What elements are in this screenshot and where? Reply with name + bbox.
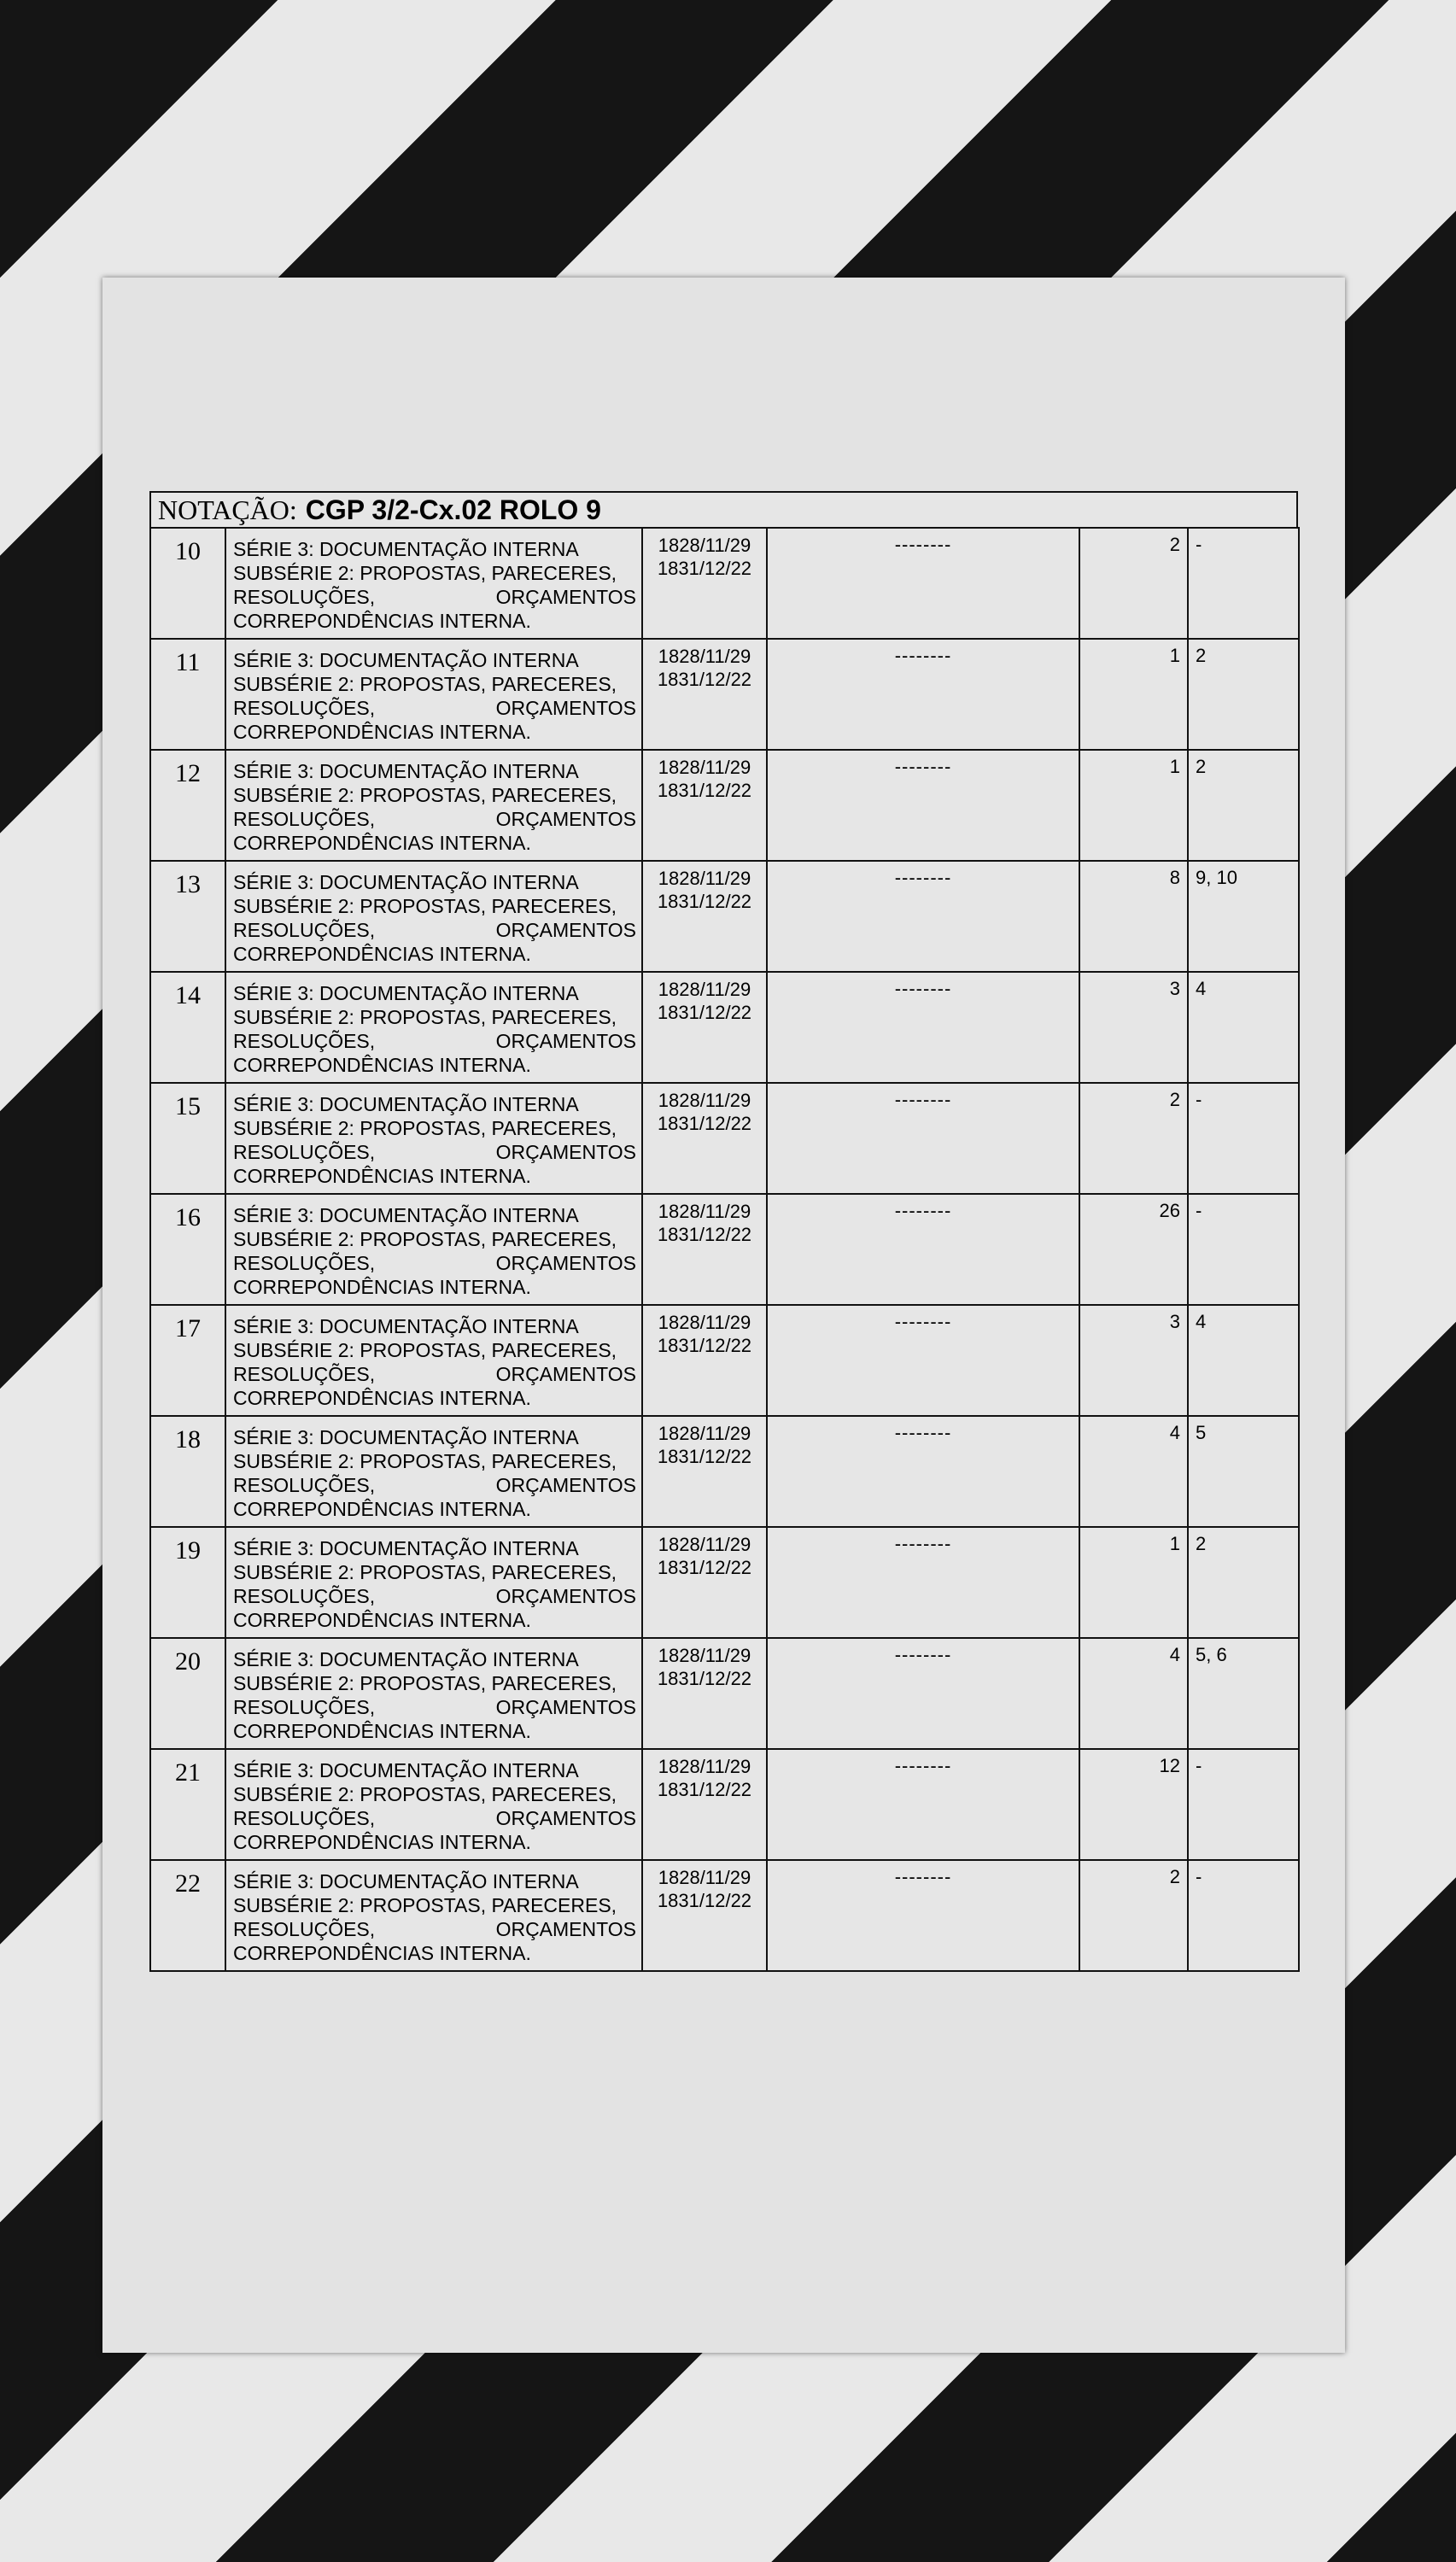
serie-text: SÉRIE 3: DOCUMENTAÇÃO INTERNA <box>233 1648 579 1670</box>
date-end: 1831/12/22 <box>657 1668 752 1689</box>
resolucoes-text: RESOLUÇÕES, <box>233 919 376 941</box>
date-range <box>642 1416 767 1527</box>
serie-text: SÉRIE 3: DOCUMENTAÇÃO INTERNA <box>233 1315 579 1337</box>
correspondencias-text: CORREPONDÊNCIAS INTERNA. <box>233 1387 531 1409</box>
item-count: 8 <box>1079 861 1188 972</box>
date-range <box>642 1860 767 1971</box>
orcamentos-text: ORÇAMENTOS <box>495 1807 636 1829</box>
item-description <box>225 528 642 639</box>
serie-text: SÉRIE 3: DOCUMENTAÇÃO INTERNA <box>233 1204 579 1226</box>
item-number: 16 <box>150 1194 225 1305</box>
correspondencias-text: CORREPONDÊNCIAS INTERNA. <box>233 832 531 854</box>
serie-text: SÉRIE 3: DOCUMENTAÇÃO INTERNA <box>233 1759 579 1781</box>
subserie-text: SUBSÉRIE 2: PROPOSTAS, PARECERES, <box>233 1006 617 1028</box>
date-end: 1831/12/22 <box>657 1335 752 1356</box>
date-start: 1828/11/29 <box>658 535 751 556</box>
orcamentos-text: ORÇAMENTOS <box>495 1696 636 1718</box>
correspondencias-text: CORREPONDÊNCIAS INTERNA. <box>233 1165 531 1187</box>
correspondencias-text: CORREPONDÊNCIAS INTERNA. <box>233 1720 531 1742</box>
date-range <box>642 1527 767 1638</box>
item-number: 19 <box>150 1527 225 1638</box>
date-end: 1831/12/22 <box>657 1002 752 1023</box>
subserie-text: SUBSÉRIE 2: PROPOSTAS, PARECERES, <box>233 1339 617 1361</box>
record-table-wrapper <box>149 491 1298 1972</box>
resolucoes-orcamentos-line <box>233 807 636 831</box>
orcamentos-text: ORÇAMENTOS <box>495 1585 636 1607</box>
serie-text: SÉRIE 3: DOCUMENTAÇÃO INTERNA <box>233 1093 579 1115</box>
item-reference: - <box>1188 1194 1299 1305</box>
date-range <box>642 528 767 639</box>
item-description <box>225 972 642 1083</box>
dash-placeholder: -------- <box>767 639 1079 750</box>
subserie-text: SUBSÉRIE 2: PROPOSTAS, PARECERES, <box>233 784 617 806</box>
date-end: 1831/12/22 <box>657 1113 752 1134</box>
serie-text: SÉRIE 3: DOCUMENTAÇÃO INTERNA <box>233 982 579 1004</box>
table-row <box>150 861 1299 972</box>
table-row <box>150 1527 1299 1638</box>
correspondencias-text: CORREPONDÊNCIAS INTERNA. <box>233 1942 531 1964</box>
subserie-text: SUBSÉRIE 2: PROPOSTAS, PARECERES, <box>233 895 617 917</box>
subserie-text: SUBSÉRIE 2: PROPOSTAS, PARECERES, <box>233 1450 617 1472</box>
table-row <box>150 1083 1299 1194</box>
date-end: 1831/12/22 <box>657 1557 752 1578</box>
item-number: 10 <box>150 528 225 639</box>
resolucoes-orcamentos-line <box>233 1029 636 1053</box>
item-number: 14 <box>150 972 225 1083</box>
date-start: 1828/11/29 <box>658 1867 751 1888</box>
table-row <box>150 1638 1299 1749</box>
date-start: 1828/11/29 <box>658 1090 751 1111</box>
item-reference: 5 <box>1188 1416 1299 1527</box>
item-number: 22 <box>150 1860 225 1971</box>
date-end: 1831/12/22 <box>657 669 752 690</box>
resolucoes-orcamentos-line <box>233 1806 636 1830</box>
item-description <box>225 1638 642 1749</box>
item-description <box>225 861 642 972</box>
resolucoes-text: RESOLUÇÕES, <box>233 1252 376 1274</box>
table-row <box>150 1416 1299 1527</box>
document-page <box>102 278 1345 2353</box>
date-end: 1831/12/22 <box>657 558 752 579</box>
subserie-text: SUBSÉRIE 2: PROPOSTAS, PARECERES, <box>233 1561 617 1583</box>
orcamentos-text: ORÇAMENTOS <box>495 1363 636 1385</box>
dash-placeholder: -------- <box>767 861 1079 972</box>
date-range <box>642 1083 767 1194</box>
item-reference: 2 <box>1188 750 1299 861</box>
item-reference: 4 <box>1188 972 1299 1083</box>
date-start: 1828/11/29 <box>658 757 751 778</box>
item-reference: - <box>1188 1749 1299 1860</box>
table-row <box>150 1194 1299 1305</box>
item-count: 4 <box>1079 1638 1188 1749</box>
dash-placeholder: -------- <box>767 1749 1079 1860</box>
resolucoes-text: RESOLUÇÕES, <box>233 697 376 719</box>
records-table-body <box>150 528 1299 1971</box>
subserie-text: SUBSÉRIE 2: PROPOSTAS, PARECERES, <box>233 562 617 584</box>
date-start: 1828/11/29 <box>658 979 751 1000</box>
date-range <box>642 750 767 861</box>
table-row <box>150 750 1299 861</box>
table-row <box>150 1749 1299 1860</box>
resolucoes-text: RESOLUÇÕES, <box>233 1807 376 1829</box>
date-range <box>642 1638 767 1749</box>
correspondencias-text: CORREPONDÊNCIAS INTERNA. <box>233 1498 531 1520</box>
serie-text: SÉRIE 3: DOCUMENTAÇÃO INTERNA <box>233 1426 579 1448</box>
resolucoes-text: RESOLUÇÕES, <box>233 1696 376 1718</box>
dash-placeholder: -------- <box>767 750 1079 861</box>
resolucoes-text: RESOLUÇÕES, <box>233 1141 376 1163</box>
resolucoes-orcamentos-line <box>233 1584 636 1608</box>
date-range <box>642 861 767 972</box>
table-row <box>150 639 1299 750</box>
item-number: 11 <box>150 639 225 750</box>
item-reference: 4 <box>1188 1305 1299 1416</box>
resolucoes-text: RESOLUÇÕES, <box>233 1585 376 1607</box>
item-description <box>225 750 642 861</box>
item-number: 13 <box>150 861 225 972</box>
correspondencias-text: CORREPONDÊNCIAS INTERNA. <box>233 1831 531 1853</box>
item-number: 21 <box>150 1749 225 1860</box>
resolucoes-orcamentos-line <box>233 696 636 720</box>
orcamentos-text: ORÇAMENTOS <box>495 919 636 941</box>
date-range <box>642 1749 767 1860</box>
resolucoes-orcamentos-line <box>233 1140 636 1164</box>
date-end: 1831/12/22 <box>657 1779 752 1800</box>
dash-placeholder: -------- <box>767 1194 1079 1305</box>
notation-value: CGP 3/2-Cx.02 ROLO 9 <box>305 494 601 525</box>
item-reference: - <box>1188 528 1299 639</box>
item-reference: 2 <box>1188 639 1299 750</box>
date-start: 1828/11/29 <box>658 1201 751 1222</box>
orcamentos-text: ORÇAMENTOS <box>495 1474 636 1496</box>
records-table <box>149 527 1300 1972</box>
dash-placeholder: -------- <box>767 1083 1079 1194</box>
item-number: 15 <box>150 1083 225 1194</box>
serie-text: SÉRIE 3: DOCUMENTAÇÃO INTERNA <box>233 760 579 782</box>
serie-text: SÉRIE 3: DOCUMENTAÇÃO INTERNA <box>233 1537 579 1559</box>
item-reference: - <box>1188 1860 1299 1971</box>
resolucoes-text: RESOLUÇÕES, <box>233 1363 376 1385</box>
orcamentos-text: ORÇAMENTOS <box>495 697 636 719</box>
item-number: 12 <box>150 750 225 861</box>
item-description <box>225 1194 642 1305</box>
item-count: 2 <box>1079 1860 1188 1971</box>
subserie-text: SUBSÉRIE 2: PROPOSTAS, PARECERES, <box>233 1117 617 1139</box>
resolucoes-text: RESOLUÇÕES, <box>233 1474 376 1496</box>
item-count: 1 <box>1079 750 1188 861</box>
item-reference: 5, 6 <box>1188 1638 1299 1749</box>
serie-text: SÉRIE 3: DOCUMENTAÇÃO INTERNA <box>233 1870 579 1892</box>
item-count: 12 <box>1079 1749 1188 1860</box>
date-end: 1831/12/22 <box>657 891 752 912</box>
serie-text: SÉRIE 3: DOCUMENTAÇÃO INTERNA <box>233 538 579 560</box>
item-count: 1 <box>1079 1527 1188 1638</box>
date-start: 1828/11/29 <box>658 646 751 667</box>
date-start: 1828/11/29 <box>658 1423 751 1444</box>
item-description <box>225 1083 642 1194</box>
resolucoes-orcamentos-line <box>233 1695 636 1719</box>
dash-placeholder: -------- <box>767 1638 1079 1749</box>
resolucoes-orcamentos-line <box>233 1473 636 1497</box>
date-start: 1828/11/29 <box>658 868 751 889</box>
date-end: 1831/12/22 <box>657 1446 752 1467</box>
resolucoes-orcamentos-line <box>233 1251 636 1275</box>
item-number: 20 <box>150 1638 225 1749</box>
resolucoes-text: RESOLUÇÕES, <box>233 808 376 830</box>
date-start: 1828/11/29 <box>658 1756 751 1777</box>
orcamentos-text: ORÇAMENTOS <box>495 1141 636 1163</box>
item-number: 18 <box>150 1416 225 1527</box>
date-end: 1831/12/22 <box>657 780 752 801</box>
dash-placeholder: -------- <box>767 1527 1079 1638</box>
resolucoes-text: RESOLUÇÕES, <box>233 1030 376 1052</box>
notation-label: NOTAÇÃO: <box>158 494 297 525</box>
serie-text: SÉRIE 3: DOCUMENTAÇÃO INTERNA <box>233 871 579 893</box>
item-count: 3 <box>1079 972 1188 1083</box>
table-row <box>150 1305 1299 1416</box>
dash-placeholder: -------- <box>767 1416 1079 1527</box>
resolucoes-text: RESOLUÇÕES, <box>233 586 376 608</box>
resolucoes-orcamentos-line <box>233 1362 636 1386</box>
correspondencias-text: CORREPONDÊNCIAS INTERNA. <box>233 610 531 632</box>
notation-header <box>149 491 1298 527</box>
item-description <box>225 1416 642 1527</box>
subserie-text: SUBSÉRIE 2: PROPOSTAS, PARECERES, <box>233 673 617 695</box>
dash-placeholder: -------- <box>767 528 1079 639</box>
date-end: 1831/12/22 <box>657 1890 752 1911</box>
correspondencias-text: CORREPONDÊNCIAS INTERNA. <box>233 721 531 743</box>
item-count: 2 <box>1079 528 1188 639</box>
subserie-text: SUBSÉRIE 2: PROPOSTAS, PARECERES, <box>233 1228 617 1250</box>
date-start: 1828/11/29 <box>658 1645 751 1666</box>
dash-placeholder: -------- <box>767 1305 1079 1416</box>
item-description <box>225 1527 642 1638</box>
table-row <box>150 1860 1299 1971</box>
date-start: 1828/11/29 <box>658 1312 751 1333</box>
correspondencias-text: CORREPONDÊNCIAS INTERNA. <box>233 1054 531 1076</box>
item-description <box>225 1305 642 1416</box>
correspondencias-text: CORREPONDÊNCIAS INTERNA. <box>233 943 531 965</box>
orcamentos-text: ORÇAMENTOS <box>495 1918 636 1940</box>
item-count: 1 <box>1079 639 1188 750</box>
orcamentos-text: ORÇAMENTOS <box>495 586 636 608</box>
orcamentos-text: ORÇAMENTOS <box>495 1030 636 1052</box>
dash-placeholder: -------- <box>767 1860 1079 1971</box>
date-range <box>642 1194 767 1305</box>
date-range <box>642 1305 767 1416</box>
item-description <box>225 1749 642 1860</box>
resolucoes-orcamentos-line <box>233 1917 636 1941</box>
item-description <box>225 639 642 750</box>
table-row <box>150 972 1299 1083</box>
serie-text: SÉRIE 3: DOCUMENTAÇÃO INTERNA <box>233 649 579 671</box>
subserie-text: SUBSÉRIE 2: PROPOSTAS, PARECERES, <box>233 1672 617 1694</box>
correspondencias-text: CORREPONDÊNCIAS INTERNA. <box>233 1276 531 1298</box>
item-number: 17 <box>150 1305 225 1416</box>
resolucoes-text: RESOLUÇÕES, <box>233 1918 376 1940</box>
table-row <box>150 528 1299 639</box>
item-reference: 2 <box>1188 1527 1299 1638</box>
item-reference: 9, 10 <box>1188 861 1299 972</box>
item-reference: - <box>1188 1083 1299 1194</box>
date-start: 1828/11/29 <box>658 1534 751 1555</box>
item-count: 2 <box>1079 1083 1188 1194</box>
orcamentos-text: ORÇAMENTOS <box>495 1252 636 1274</box>
resolucoes-orcamentos-line <box>233 918 636 942</box>
date-range <box>642 639 767 750</box>
orcamentos-text: ORÇAMENTOS <box>495 808 636 830</box>
item-count: 3 <box>1079 1305 1188 1416</box>
correspondencias-text: CORREPONDÊNCIAS INTERNA. <box>233 1609 531 1631</box>
subserie-text: SUBSÉRIE 2: PROPOSTAS, PARECERES, <box>233 1783 617 1805</box>
date-range <box>642 972 767 1083</box>
item-count: 26 <box>1079 1194 1188 1305</box>
resolucoes-orcamentos-line <box>233 585 636 609</box>
item-count: 4 <box>1079 1416 1188 1527</box>
subserie-text: SUBSÉRIE 2: PROPOSTAS, PARECERES, <box>233 1894 617 1916</box>
item-description <box>225 1860 642 1971</box>
dash-placeholder: -------- <box>767 972 1079 1083</box>
date-end: 1831/12/22 <box>657 1224 752 1245</box>
